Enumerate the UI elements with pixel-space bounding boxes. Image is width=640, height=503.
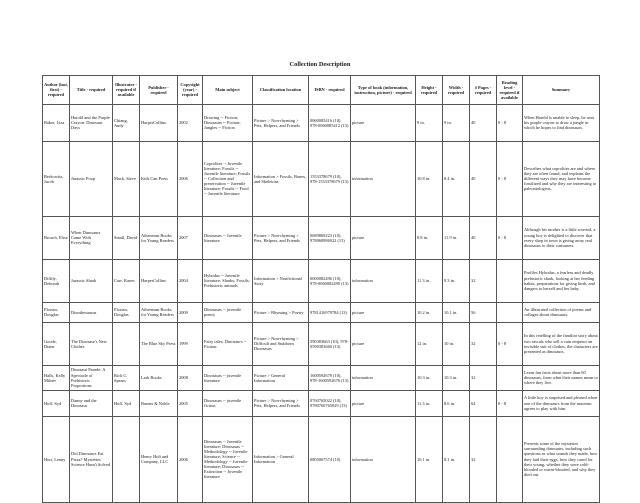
cell-title: Jurassic Shark bbox=[70, 259, 113, 302]
header-height: Height - required bbox=[416, 76, 443, 105]
cell-height: 10.1 in. bbox=[416, 416, 443, 502]
cell-publisher: HarperCollins bbox=[140, 104, 178, 141]
cell-isbn: 0805067574 (10) bbox=[309, 416, 351, 502]
cell-width: 11.9 in. bbox=[443, 216, 470, 259]
cell-illustrator: Florian, Douglas bbox=[113, 302, 140, 322]
cell-author: Diffily, Deborah bbox=[43, 259, 70, 302]
cell-publisher: Henry Holt and Company, LLC bbox=[140, 416, 178, 502]
cell-type: information bbox=[351, 365, 416, 390]
cell-publisher: Atheneum Books for Young Readers bbox=[140, 216, 178, 259]
cell-copyright: 2008 bbox=[178, 365, 203, 390]
cell-author: Broach, Elise bbox=[43, 216, 70, 259]
cell-title: When Dinosaurs Came With Everything bbox=[70, 216, 113, 259]
cell-author: Berkowitz, Jacob bbox=[43, 141, 70, 216]
cell-author: Baker, Liza bbox=[43, 104, 70, 141]
cell-main-subject: Dinosaurs -- juvenile poetry bbox=[203, 302, 253, 322]
cell-summary: Although his mother is a little worried, a young boy is delighted to discover that every shop in town is giving away real dinosaurs to their customers. bbox=[523, 216, 600, 259]
cell-title: Danny and the Dinosaur bbox=[70, 390, 113, 416]
cell-reading-level: 0 - 8 bbox=[497, 104, 523, 141]
header-width: Width - required bbox=[443, 76, 470, 105]
cell-illustrator: Small, David bbox=[113, 216, 140, 259]
cell-reading-level bbox=[497, 365, 523, 390]
cell-copyright: 1999 bbox=[178, 322, 203, 365]
cell-summary: An illustrated collection of poems and collages about dinosaurs. bbox=[523, 302, 600, 322]
table-row bbox=[43, 141, 600, 216]
cell-type: information bbox=[351, 141, 416, 216]
cell-copyright: 2004 bbox=[178, 259, 203, 302]
cell-type: information bbox=[351, 416, 416, 502]
cell-width: 9 in. bbox=[443, 104, 470, 141]
cell-classification: Picture > Non-rhyming > Pets, Helpers, and Friends bbox=[253, 390, 309, 416]
cell-classification: Picture > Non-rhyming > Pets, Helpers, and Friends bbox=[253, 216, 309, 259]
cell-illustrator bbox=[113, 322, 140, 365]
cell-width: 8.1 in. bbox=[443, 416, 470, 502]
cell-illustrator: Chiang, Andy bbox=[113, 104, 140, 141]
cell-type: picture bbox=[351, 104, 416, 141]
cell-classification: Information > Fossils, Bones, and Skeletons bbox=[253, 141, 309, 216]
cell-isbn: 1553378679 (10), 978-1553378679 (13) bbox=[309, 141, 351, 216]
cell-summary: Learn fun facts about more than 60 dinosaurs, from what their names mean to where they live. bbox=[523, 365, 600, 390]
cell-summary: In this retelling of the familiar story about two rascals who sell a vain emperor an invisible suit of clothes, the characters are presented as dinosaurs. bbox=[523, 322, 600, 365]
cell-height: 11.3 in. bbox=[416, 390, 443, 416]
header-main-subject: Main subject bbox=[203, 76, 253, 105]
cell-pages: 32 bbox=[470, 322, 497, 365]
cell-main-subject: Coprolites -- Juvenile literature; Fossils -- Juvenile literature; Fossils -- Collection and preservation -- Juvenile literature; Fossils -- Food -- Juvenile literature bbox=[203, 141, 253, 216]
cell-isbn: 1600592678 (10), 978-1600592676 (13) bbox=[309, 365, 351, 390]
cell-pages: 56 bbox=[470, 302, 497, 322]
table-row bbox=[43, 416, 600, 502]
table-row bbox=[43, 390, 600, 416]
cell-classification: Information > Nonfictional Story bbox=[253, 259, 309, 302]
cell-copyright: 2006 bbox=[178, 141, 203, 216]
cell-publisher: HarperCollins bbox=[140, 259, 178, 302]
cell-classification: Picture > Non-rhyming > Difficult and Stubborn Dinosaurs bbox=[253, 322, 309, 365]
cell-pages: 32 bbox=[470, 259, 497, 302]
page-title: Collection Description bbox=[289, 61, 351, 68]
cell-classification: Picture > General Information bbox=[253, 365, 309, 390]
table-row bbox=[43, 302, 600, 322]
cell-title: Jurassic Poop bbox=[70, 141, 113, 216]
cell-reading-level bbox=[497, 259, 523, 302]
cell-title: Dinosaur Parade: A Spectacle of Prehistoric Proportions bbox=[70, 365, 113, 390]
cell-author: Hort, Lenny bbox=[43, 416, 70, 502]
cell-pages: 32 bbox=[470, 416, 497, 502]
header-row bbox=[43, 76, 600, 105]
cell-type: picture bbox=[351, 216, 416, 259]
cell-height: 10.8 in. bbox=[416, 141, 443, 216]
cell-pages: 40 bbox=[470, 141, 497, 216]
cell-summary: Presents some of the mysteries surrounding dinosaurs, including such questions as what sounds they made, how they laid their eggs, how they cared for their young, whether they were cold-blooded or warm-blooded, and why they died out. bbox=[523, 416, 600, 502]
cell-height: 12 in. bbox=[416, 322, 443, 365]
cell-isbn: 590383663 (10), 978-0590383660 (13) bbox=[309, 322, 351, 365]
cell-main-subject: Dinosaurs -- juvenile fiction bbox=[203, 390, 253, 416]
cell-title: Did Dinosaurs Eat Pizza? Mysteries Science Hasn't Solved bbox=[70, 416, 113, 502]
cell-reading-level: 0 - 8 bbox=[497, 141, 523, 216]
cell-height: 8.8 in. bbox=[416, 216, 443, 259]
cell-width: 10 in. bbox=[443, 322, 470, 365]
cell-publisher: Barnes & Noble bbox=[140, 390, 178, 416]
cell-classification: Picture > Non-rhyming > Pets, Helpers, and Friends bbox=[253, 104, 309, 141]
cell-pages: 64 bbox=[470, 390, 497, 416]
cell-main-subject: Drawing -- Fiction; Dinosaurs -- Fiction; Jungles -- Fiction bbox=[203, 104, 253, 141]
cell-isbn: 0760765022 (10), 9780760765029 (13) bbox=[309, 390, 351, 416]
cell-author: Halls, Kelly Milner bbox=[43, 365, 70, 390]
cell-reading-level bbox=[497, 302, 523, 322]
cell-summary: Describes what coprolites are and where they are often found, and explains the different ways they may have become fossilized and why they are interesting to paleontologists. bbox=[523, 141, 600, 216]
cell-illustrator: Rick C. Spears bbox=[113, 365, 140, 390]
cell-title: The Dinosaur's New Clothes bbox=[70, 322, 113, 365]
cell-summary: Profiles Hybodus, a fearless and deadly prehistoric shark, looking at her feeding habits, preparations for giving birth, and dangers to herself and her baby. bbox=[523, 259, 600, 302]
cell-title: Dinothesaurus bbox=[70, 302, 113, 322]
cell-width: 8.4 in. bbox=[443, 141, 470, 216]
cell-copyright: 2009 bbox=[178, 302, 203, 322]
header-reading-level: Reading level - required if available bbox=[497, 76, 523, 105]
cell-pages: 40 bbox=[470, 216, 497, 259]
cell-width: 10.3 in. bbox=[443, 365, 470, 390]
cell-type: information bbox=[351, 259, 416, 302]
cell-main-subject: Fairy tales; Dinosaurs -- Fiction bbox=[203, 322, 253, 365]
cell-pages: 32 bbox=[470, 365, 497, 390]
header-isbn: ISBN - required bbox=[309, 76, 351, 105]
cell-publisher: Lark Books bbox=[140, 365, 178, 390]
cell-height: 9 in. bbox=[416, 104, 443, 141]
cell-publisher: Kids Can Press bbox=[140, 141, 178, 216]
header-classification: Classification location bbox=[253, 76, 309, 105]
cell-publisher: Atheneum Books for Young Readers bbox=[140, 302, 178, 322]
table-row bbox=[43, 104, 600, 141]
cell-width: 10.1 in. bbox=[443, 302, 470, 322]
cell-main-subject: Dinosaurs -- Juvenile literature bbox=[203, 216, 253, 259]
cell-reading-level: 0 - 8 bbox=[497, 216, 523, 259]
cell-height: 10.2 in. bbox=[416, 302, 443, 322]
cell-isbn: 9781416979784 (13) bbox=[309, 302, 351, 322]
cell-reading-level bbox=[497, 416, 523, 502]
cell-main-subject: Hybodus -- Juvenile literature; Sharks; Fossils; Prehistoric animals bbox=[203, 259, 253, 302]
cell-illustrator bbox=[113, 416, 140, 502]
cell-copyright: 2005 bbox=[178, 390, 203, 416]
table-row bbox=[43, 216, 600, 259]
cell-type: picture bbox=[351, 390, 416, 416]
cell-width: 8.6 in. bbox=[443, 390, 470, 416]
cell-publisher: The Blue Sky Press bbox=[140, 322, 178, 365]
cell-summary: A little boy is surprised and pleased when one of the dinosaurs from the museum agrees to play with him. bbox=[523, 390, 600, 416]
cell-main-subject: Dinosaurs -- juvenile literature bbox=[203, 365, 253, 390]
header-summary: Summary bbox=[523, 76, 600, 105]
header-publisher: Publisher - required bbox=[140, 76, 178, 105]
header-illustrator: Illustrator - required if available bbox=[113, 76, 140, 105]
table-row bbox=[43, 322, 600, 365]
cell-title: Harold and the Purple Crayon: Dinosaur Days bbox=[70, 104, 113, 141]
table-row bbox=[43, 259, 600, 302]
cell-reading-level: 0 - 8 bbox=[497, 390, 523, 416]
cell-type: picture bbox=[351, 302, 416, 322]
cell-copyright: 2002 bbox=[178, 104, 203, 141]
cell-author: Goode, Diane bbox=[43, 322, 70, 365]
cell-copyright: 2007 bbox=[178, 216, 203, 259]
cell-width: 9.3 in. bbox=[443, 259, 470, 302]
collection-table bbox=[42, 75, 600, 503]
cell-main-subject: Dinosaurs -- Juvenile literature; Dinosaurs -- Methodology -- Juvenile literature; Science -- Methodology -- Juvenile literature; Dinosaurs -- Extinction -- Juvenile literature bbox=[203, 416, 253, 502]
header-type: Type of book (information, instruction, picture) - required bbox=[351, 76, 416, 105]
cell-summary: When Harold is unable to sleep, he uses his purple crayon to draw a jungle in which he hopes to find dinosaurs. bbox=[523, 104, 600, 141]
header-copyright: Copyright (year) - required bbox=[178, 76, 203, 105]
cell-isbn: 0060085416 (10), 978-0060085412 (13) bbox=[309, 104, 351, 141]
cell-copyright: 2006 bbox=[178, 416, 203, 502]
cell-illustrator: Mack, Steve bbox=[113, 141, 140, 216]
cell-author: Florian, Douglas bbox=[43, 302, 70, 322]
cell-type: picture bbox=[351, 322, 416, 365]
cell-isbn: 0689869223 (10), 978068986922 (13) bbox=[309, 216, 351, 259]
cell-illustrator: Hoff, Syd bbox=[113, 390, 140, 416]
header-author: Author (last, first) - required bbox=[43, 76, 70, 105]
cell-illustrator: Carr, Karen bbox=[113, 259, 140, 302]
cell-classification: Picture > Rhyming > Poetry bbox=[253, 302, 309, 322]
cell-reading-level: 0 - 8 bbox=[497, 322, 523, 365]
cell-isbn: 0060082496 (10), 978-0060082499 (13) bbox=[309, 259, 351, 302]
cell-height: 11.3 in. bbox=[416, 259, 443, 302]
header-pages: # Pages - required bbox=[470, 76, 497, 105]
cell-pages: 40 bbox=[470, 104, 497, 141]
header-title: Title - required bbox=[70, 76, 113, 105]
cell-height: 10.3 in. bbox=[416, 365, 443, 390]
table-row bbox=[43, 365, 600, 390]
cell-author: Hoff, Syd bbox=[43, 390, 70, 416]
cell-classification: Information > General Information bbox=[253, 416, 309, 502]
